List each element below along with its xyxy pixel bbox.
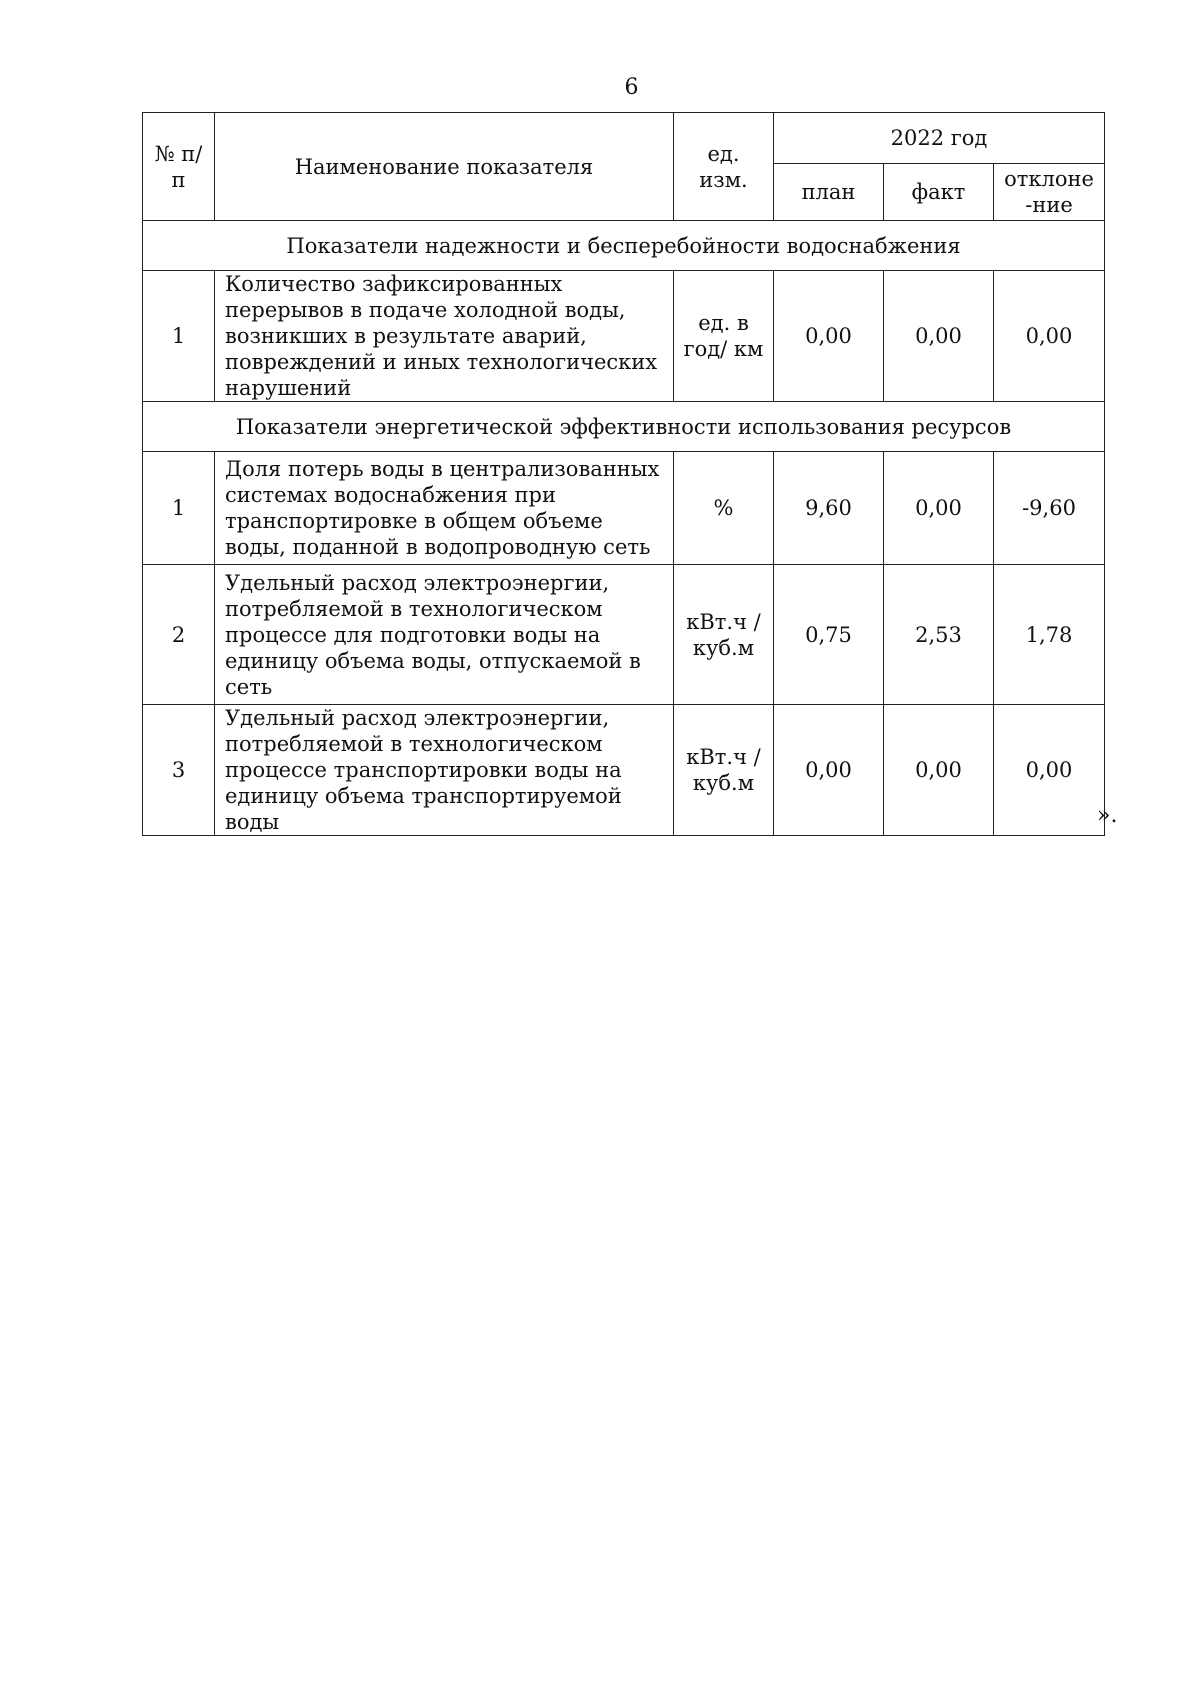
row-deviation: 0,00 [994,271,1105,402]
row-name: Удельный расход электроэнергии, потребляемой в технологическом процессе для подготовки воды на единицу объема воды, отпускаемой в сеть [215,565,674,705]
table-row [143,565,1105,705]
header-unit: ед. изм. [674,113,774,221]
table-row [143,705,1105,836]
row-unit: % [674,452,774,565]
row-fact: 0,00 [884,452,994,565]
row-plan: 0,00 [774,271,884,402]
row-plan: 0,75 [774,565,884,705]
header-row [143,113,1105,164]
row-number: 3 [143,705,215,836]
section-title: Показатели надежности и бесперебойности водоснабжения [143,221,1105,271]
section-row [143,402,1105,452]
page-number: 6 [624,75,639,100]
row-name: Количество зафиксированных перерывов в подаче холодной воды, возникших в результате аварий, повреждений и иных технологических нарушений [215,271,674,402]
header-year: 2022 год [774,113,1105,164]
row-deviation: -9,60 [994,452,1105,565]
section-row [143,221,1105,271]
header-fact: факт [884,164,994,221]
row-fact: 0,00 [884,705,994,836]
header-name: Наименование показателя [215,113,674,221]
row-number: 1 [143,271,215,402]
row-unit: кВт.ч / куб.м [674,565,774,705]
section-title: Показатели энергетической эффективности использования ресурсов [143,402,1105,452]
row-name: Доля потерь воды в централизованных системах водоснабжения при транспортировке в общем объеме воды, поданной в водопроводную сеть [215,452,674,565]
header-deviation: отклоне -ние [994,164,1105,221]
table-row [143,452,1105,565]
table-row [143,271,1105,402]
header-plan: план [774,164,884,221]
row-fact: 2,53 [884,565,994,705]
row-deviation: 0,00 [994,705,1105,836]
row-number: 2 [143,565,215,705]
row-number: 1 [143,452,215,565]
row-plan: 9,60 [774,452,884,565]
row-name: Удельный расход электроэнергии, потребляемой в технологическом процессе транспортировки воды на единицу объема транспортируемой воды [215,705,674,836]
indicators-table [142,112,1105,836]
row-deviation: 1,78 [994,565,1105,705]
row-fact: 0,00 [884,271,994,402]
row-unit: кВт.ч / куб.м [674,705,774,836]
closing-quote-mark: ». [1097,803,1118,828]
row-plan: 0,00 [774,705,884,836]
header-number: № п/п [143,113,215,221]
row-unit: ед. в год/ км [674,271,774,402]
